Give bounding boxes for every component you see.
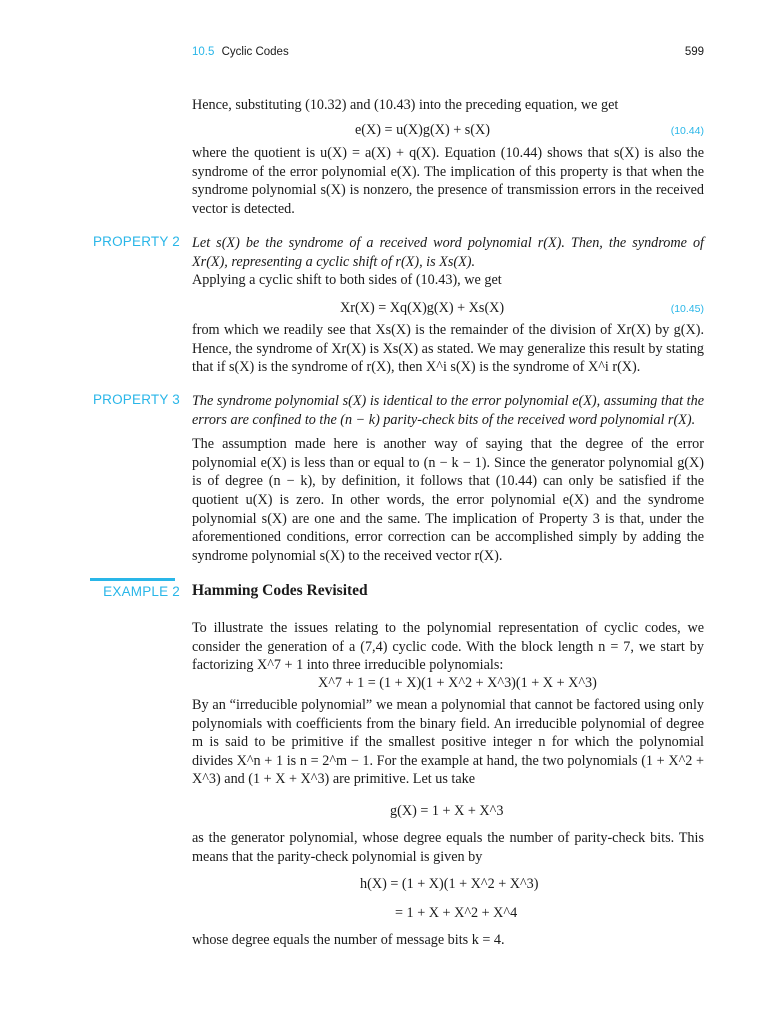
paragraph-text: To illustrate the issues relating to the polynomial representation of cyclic codes, we consider the generation of a (7,4) cyclic code. With the block length n = 7, we start by factorizing X^7 + 1 into three irreducible polynomials: [192,620,704,674]
property-3-text: The assumption made here is another way of saying that the degree of the error polynomial e(X) is less than or equal to (n − k − 1). Since the generator polynomial g(X) is of degree (n − k), by definition, it follows that (10.44) can only be satisfied if the quotient u(X) is zero. In other words, the error polynomial e(X) and the syndrome polynomial s(X) are one and the same. The implication of Property 3 is that, under the aforementioned conditions, error correction can be accomplished simply by adding the syndrome polynomial s(X) to the received vector r(X). [192,436,704,564]
equation-generator-polynomial: g(X) = 1 + X + X^3 [390,803,504,819]
paragraph-text: as the generator polynomial, whose degree equals the number of parity-check bits. This means that the parity-check polynomial is given by [192,830,704,865]
running-header [192,46,704,64]
equation-number-10-45: (10.45) [670,303,704,315]
equation-10-45: Xr(X) = Xq(X)g(X) + Xs(X) [340,300,505,316]
paragraph-text: where the quotient is u(X) = a(X) + q(X). Equation (10.44) shows that s(X) is also the syndrome of the error polynomial e(X). The implication of this property is that when the syndrome polynomial s(X) is nonzero, the presence of transmission errors in the received vector is detected. [192,145,704,217]
paragraph-substitution [192,96,704,115]
example-2-para-1 [192,619,704,675]
equation-parity-check-1: h(X) = (1 + X)(1 + X^2 + X^3) [360,876,539,892]
example-2-para-4 [192,931,704,950]
section-number: 10.5 [192,46,215,58]
property-3-statement: The syndrome polynomial s(X) is identical to the error polynomial e(X), assuming that the errors are confined to the (n − k) parity-check bits of the received word polynomial r(X). [192,393,704,428]
equation-10-44: e(X) = u(X)g(X) + s(X) [355,122,490,138]
example-2-label: EXAMPLE 2 [103,584,180,599]
example-2-title: Hamming Codes Revisited [192,582,368,599]
property-3-label: PROPERTY 3 [92,392,180,407]
example-2-para-3 [192,829,704,866]
paragraph-text: By an “irreducible polynomial” we mean a polynomial that cannot be factored using only polynomials with coefficients from the binary field. An irreducible polynomial of degree m is said to be primitive if the smallest positive integer n for which the polynomial divides X^n + 1 is n = 2^m − 1. For the example at hand, the two polynomials (1 + X^2 + X^3) and (1 + X + X^3) are primitive. Let us take [192,697,704,788]
property-2-text: Applying a cyclic shift to both sides of (10.43), we get [192,272,502,289]
example-2-para-2 [192,696,704,789]
paragraph-text: from which we readily see that Xs(X) is the remainder of the division of Xr(X) by g(X). Hence, the syndrome of Xr(X) is Xs(X) as stated. We may generalize this result by stating that if s(X) is the syndrome of r(X), then X^i s(X) is the syndrome of X^i r(X). [192,322,704,376]
paragraph-quotient [192,144,704,218]
example-accent-bar [90,578,175,581]
paragraph-generalize [192,321,704,377]
paragraph-text: whose degree equals the number of message bits k = 4. [192,932,505,948]
equation-parity-check-2: = 1 + X + X^2 + X^4 [395,905,518,921]
property-2-block [192,234,704,290]
equation-number-10-44: (10.44) [670,125,704,137]
page-number: 599 [684,46,704,58]
equation-factorization: X^7 + 1 = (1 + X)(1 + X^2 + X^3)(1 + X + X^3) [318,675,597,691]
paragraph-text: Hence, substituting (10.32) and (10.43) into the preceding equation, we get [192,97,619,113]
property-2-statement: Let s(X) be the syndrome of a received word polynomial r(X). Then, the syndrome of Xr(X), representing a cyclic shift of r(X), is Xs(X). [192,235,704,270]
property-2-label: PROPERTY 2 [92,234,180,249]
property-3-block [192,392,704,565]
section-title: Cyclic Codes [221,46,289,58]
